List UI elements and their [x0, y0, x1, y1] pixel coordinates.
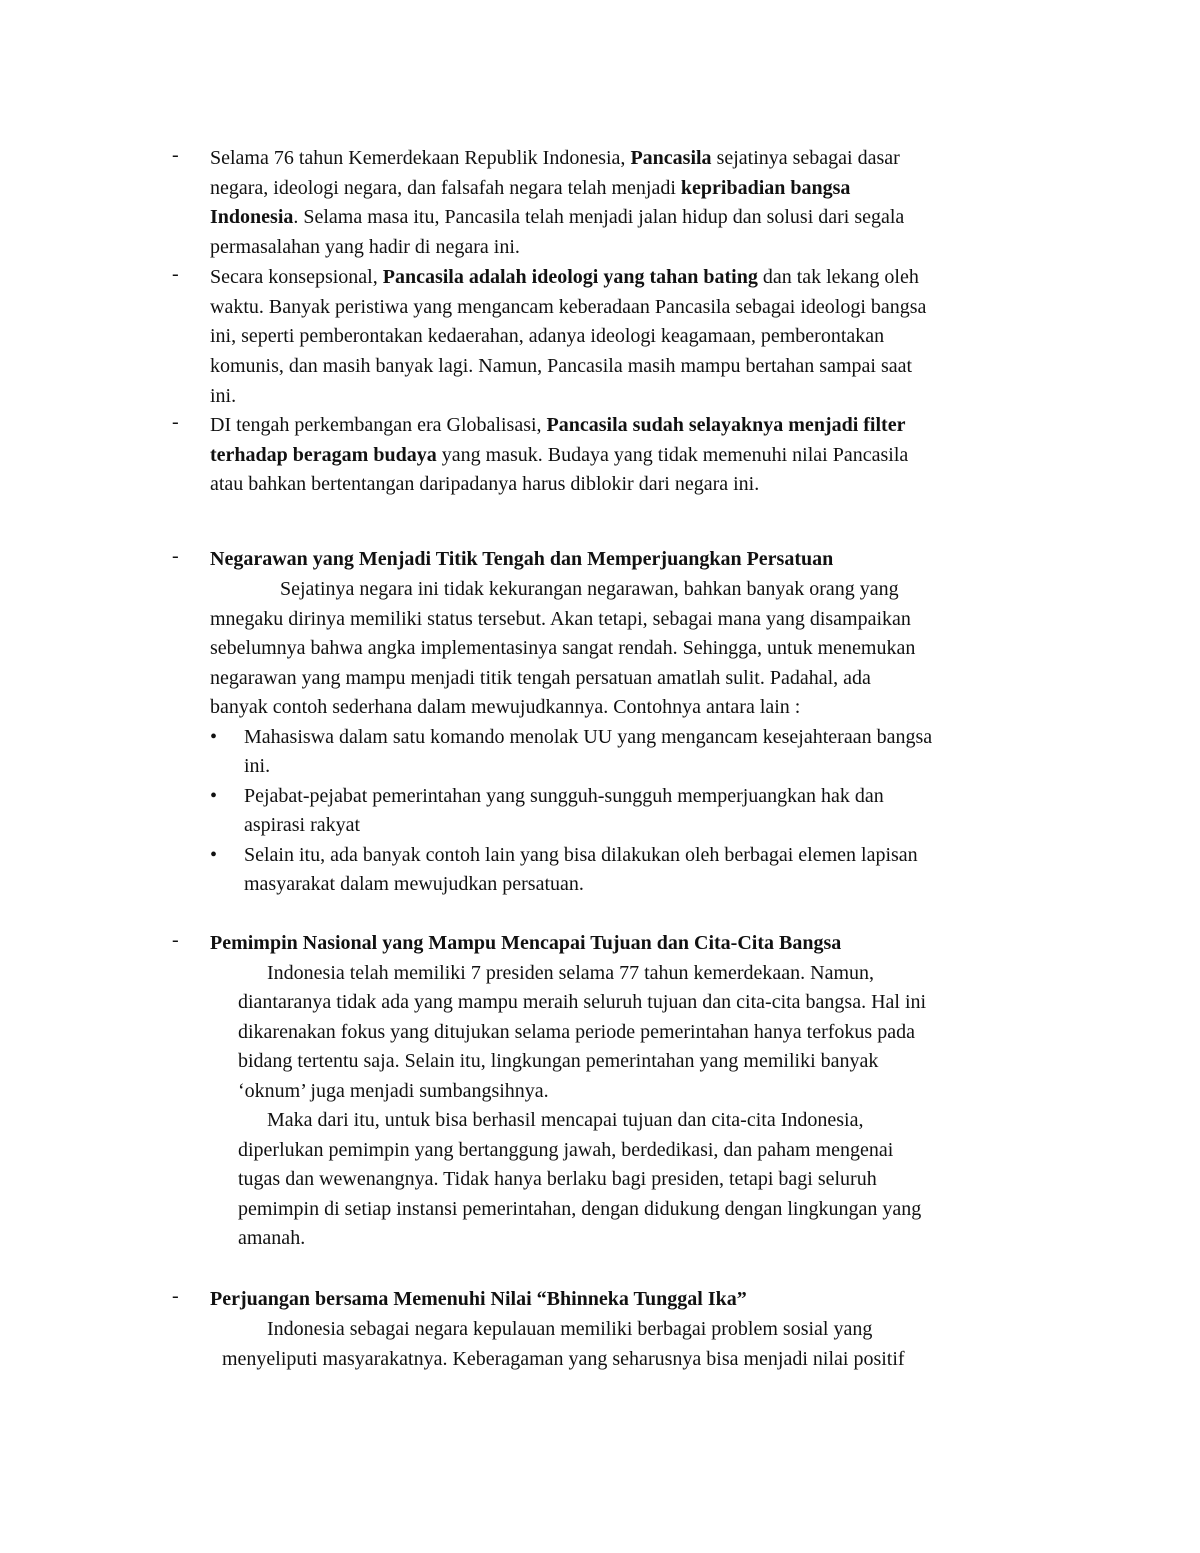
paragraph-line: Maka dari itu, untuk bisa berhasil mencapai tujuan dan cita-cita Indonesia,: [267, 1109, 864, 1131]
dash-marker: -: [172, 929, 179, 951]
bullet-icon: •: [210, 784, 218, 807]
text-run: Selama 76 tahun Kemerdekaan Republik Indonesia,: [210, 147, 631, 169]
text-line: [210, 411, 905, 441]
paragraph-line: diperlukan pemimpin yang bertanggung jawah, berdedikasi, dan paham mengenai: [238, 1138, 894, 1161]
paragraph-line: menyeliputi masyarakatnya. Keberagaman yang seharusnya bisa menjadi nilai positif: [222, 1347, 905, 1370]
text-line: [210, 352, 912, 382]
text-run: . Selama masa itu, Pancasila telah menjadi jalan hidup dan solusi dari segala: [293, 206, 905, 229]
paragraph-line: sebelumnya bahwa angka implementasinya sangat rendah. Sehingga, untuk menemukan: [210, 637, 916, 659]
paragraph-line: amanah.: [238, 1227, 306, 1249]
text-run: atau bahkan bertentangan daripadanya harus diblokir dari negara ini.: [210, 473, 760, 496]
text-line: [210, 144, 900, 174]
text-line: [210, 233, 520, 263]
bold-text-run: Pancasila adalah ideologi yang tahan bating: [382, 266, 758, 288]
bold-text-run: Pancasila: [630, 147, 712, 169]
dash-marker: -: [172, 144, 179, 166]
paragraph-line: diantaranya tidak ada yang mampu meraih seluruh tujuan dan cita-cita bangsa. Hal ini: [238, 991, 927, 1013]
bullet-icon: •: [210, 725, 218, 748]
text-line: [210, 382, 236, 412]
text-run: negara, ideologi negara, dan falsafah negara telah menjadi: [210, 176, 681, 199]
section-heading: Perjuangan bersama Memenuhi Nilai “Bhinneka Tunggal Ika”: [210, 1288, 747, 1310]
paragraph-line: negarawan yang mampu menjadi titik tengah persatuan amatlah sulit. Padahal, ada: [210, 666, 871, 689]
section-heading: Negarawan yang Menjadi Titik Tengah dan Memperjuangkan Persatuan: [210, 548, 834, 570]
bold-text-run: Pancasila sudah selayaknya menjadi filter: [546, 414, 906, 436]
list-item-line: masyarakat dalam mewujudkan persatuan.: [244, 873, 584, 895]
text-line: [210, 263, 919, 293]
list-item-line: Selain itu, ada banyak contoh lain yang bisa dilakukan oleh berbagai elemen lapisan: [244, 843, 918, 866]
bullet-icon: •: [210, 843, 218, 866]
text-run: ini, seperti pemberontakan kedaerahan, adanya ideologi keagamaan, pemberontakan: [210, 325, 885, 348]
paragraph-line: Sejatinya negara ini tidak kekurangan negarawan, bahkan banyak orang yang: [280, 578, 899, 600]
paragraph-line: mnegaku dirinya memiliki status tersebut. Akan tetapi, sebagai mana yang disampaikan: [210, 607, 911, 630]
text-run: Secara konsepsional,: [210, 266, 383, 288]
list-item-line: ini.: [244, 755, 271, 777]
text-line: [210, 293, 926, 323]
bold-text-run: terhadap beragam budaya: [210, 443, 437, 466]
text-run: DI tengah perkembangan era Globalisasi,: [210, 414, 547, 436]
bold-text-run: kepribadian bangsa: [680, 176, 851, 199]
text-line: [210, 322, 884, 352]
section-heading: Pemimpin Nasional yang Mampu Mencapai Tujuan dan Cita-Cita Bangsa: [210, 932, 842, 954]
text-run: permasalahan yang hadir di negara ini.: [210, 236, 520, 259]
paragraph-line: bidang tertentu saja. Selain itu, lingkungan pemerintahan yang memiliki banyak: [238, 1050, 879, 1072]
paragraph-line: ‘oknum’ juga menjadi sumbangsihnya.: [238, 1079, 549, 1102]
text-line: [210, 203, 904, 233]
dash-marker: -: [172, 1285, 179, 1307]
list-item-line: aspirasi rakyat: [244, 814, 361, 836]
bold-text-run: Indonesia: [210, 206, 294, 229]
dash-marker: -: [172, 411, 179, 433]
text-run: yang masuk. Budaya yang tidak memenuhi nilai Pancasila: [436, 443, 909, 466]
dash-marker: -: [172, 545, 179, 567]
list-item-line: Mahasiswa dalam satu komando menolak UU yang mengancam kesejahteraan bangsa: [244, 725, 933, 748]
paragraph-line: banyak contoh sederhana dalam mewujudkannya. Contohnya antara lain :: [210, 696, 801, 718]
paragraph-line: tugas dan wewenangnya. Tidak hanya berlaku bagi presiden, tetapi bagi seluruh: [238, 1168, 877, 1190]
text-line: [210, 441, 908, 471]
text-run: ini.: [210, 384, 237, 407]
dash-marker: -: [172, 263, 179, 285]
text-run: sejatinya sebagai dasar: [711, 147, 900, 169]
text-line: [210, 174, 850, 204]
text-run: komunis, dan masih banyak lagi. Namun, Pancasila masih mampu bertahan sampai saat: [210, 355, 913, 378]
list-item-line: Pejabat-pejabat pemerintahan yang sungguh-sungguh memperjuangkan hak dan: [244, 784, 884, 807]
paragraph-line: dikarenakan fokus yang ditujukan selama periode pemerintahan hanya terfokus pada: [238, 1020, 915, 1043]
text-run: dan tak lekang oleh: [757, 266, 919, 288]
text-run: waktu. Banyak peristiwa yang mengancam keberadaan Pancasila sebagai ideologi bangsa: [210, 295, 927, 318]
text-line: [210, 470, 759, 500]
paragraph-line: Indonesia telah memiliki 7 presiden selama 77 tahun kemerdekaan. Namun,: [267, 961, 875, 984]
paragraph-line: Indonesia sebagai negara kepulauan memiliki berbagai problem sosial yang: [267, 1318, 873, 1340]
paragraph-line: pemimpin di setiap instansi pemerintahan, dengan didukung dengan lingkungan yang: [238, 1197, 922, 1220]
